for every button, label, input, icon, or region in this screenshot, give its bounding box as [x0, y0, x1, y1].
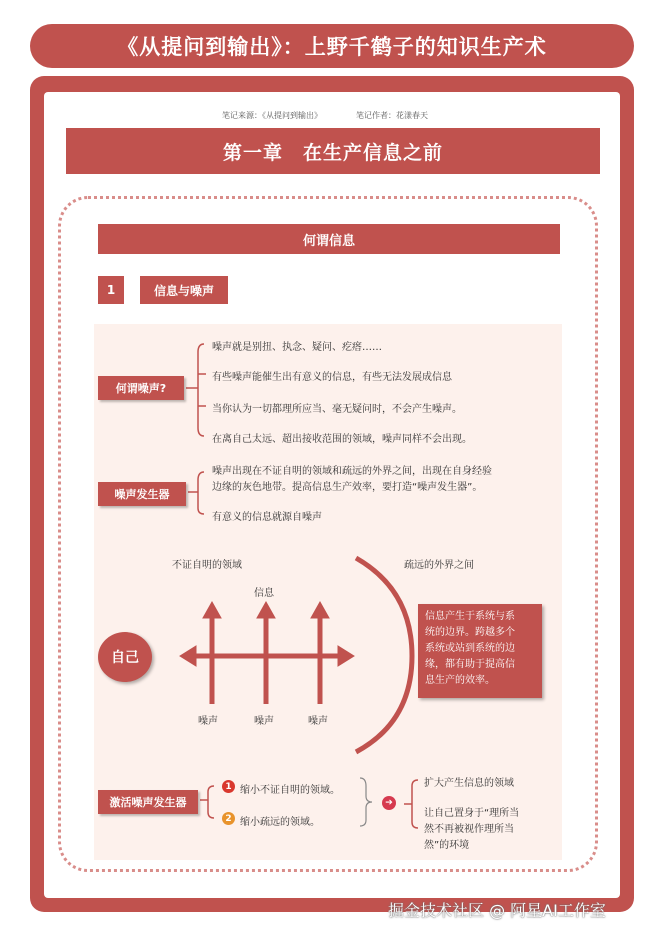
subsection-title: 信息与噪声 [140, 276, 228, 304]
number-one-icon: 1 [222, 780, 235, 793]
generator-item: 噪声出现在不证自明的领域和疏远的外界之间，出现在自身经验 [212, 466, 492, 477]
note-source: 笔记来源：《从提问到输出》 [222, 111, 322, 120]
noise-label: 噪声 [254, 716, 274, 727]
result-item: 然”的环境 [424, 840, 470, 851]
info-box-line: 缘，都有助于提高信 [425, 659, 515, 670]
noise-bracket [186, 344, 206, 436]
info-label: 信息 [254, 588, 274, 599]
generator-item: 边缘的灰色地带。提高信息生产效率，要打造“噪声发生器”。 [212, 482, 483, 493]
chapter-heading: 第一章 在生产信息之前 [66, 128, 600, 174]
noise-label: 噪声 [198, 716, 218, 727]
right-domain-label: 疏远的外界之间 [404, 560, 474, 571]
info-box-line: 息生产的效率。 [425, 675, 495, 686]
generator-bracket [188, 472, 204, 514]
subsection-number: 1 [98, 276, 124, 304]
section-heading: 何谓信息 [98, 224, 560, 254]
info-box-line: 信息产生于系统与系 [425, 611, 515, 622]
noise-tag: 何谓噪声? [98, 376, 184, 400]
result-item: 然不再被视作理所当 [424, 824, 514, 835]
noise-item: 当你认为一切都理所应当、毫无疑问时，不会产生噪声。 [212, 404, 462, 415]
generator-tag: 噪声发生器 [98, 482, 186, 506]
note-author: 笔记作者：花漾春天 [356, 111, 428, 120]
number-two-icon: 2 [222, 812, 235, 825]
noise-item: 在离自己太远、超出接收范围的领域，噪声同样不会出现。 [212, 434, 472, 445]
boundary-arc [356, 558, 412, 752]
watermark: 掘金技术社区 @ 阿星AI工作室 [388, 901, 606, 920]
activate-bracket [200, 786, 214, 818]
self-circle: 自己 [98, 632, 152, 682]
info-box-line: 系统或站到系统的边 [425, 643, 515, 654]
noise-item: 噪声就是别扭、执念、疑问、疙瘩…… [212, 342, 382, 353]
info-box-line: 统的边界。跨越多个 [425, 627, 515, 638]
info-explanation-box [418, 604, 542, 698]
activate-item: 缩小不证自明的领域。 [240, 785, 340, 796]
left-domain-label: 不证自明的领域 [172, 560, 242, 571]
result-item: 扩大产生信息的领域 [424, 778, 514, 789]
result-bracket [404, 780, 418, 828]
activate-item: 缩小疏远的领域。 [240, 817, 320, 828]
vertical-arrows [203, 602, 329, 704]
noise-label: 噪声 [308, 716, 328, 727]
generator-item: 有意义的信息就源自噪声 [212, 512, 322, 523]
noise-item: 有些噪声能催生出有意义的信息，有些无法发展成信息 [212, 372, 452, 383]
activate-tag: 激活噪声发生器 [98, 790, 198, 814]
page-title: 《从提问到输出》：上野千鹤子的知识生产术 [30, 24, 634, 68]
result-item: 让自己置身于“理所当 [424, 808, 520, 819]
curly-brace [360, 778, 372, 826]
arrow-right-icon: ➔ [382, 796, 396, 810]
